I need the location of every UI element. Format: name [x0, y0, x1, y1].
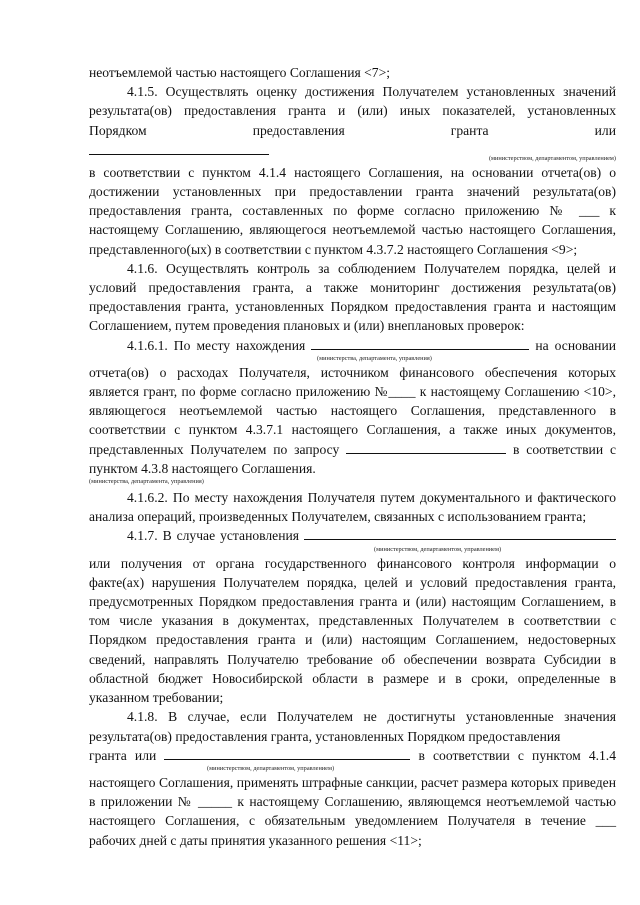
blank-line-4-1-7	[304, 526, 616, 540]
blank-line-4-1-5	[89, 140, 269, 155]
blank-line-4-1-6-1	[311, 336, 529, 350]
paragraph-4-1-6-1-start: 4.1.6.1. По месту нахождения	[127, 337, 306, 353]
paragraph-4-1-4-tail: неотъемлемой частью настоящего Соглашения <7>;	[89, 65, 391, 80]
paragraph-4-1-8-line-end: в соответствии с пунктом 4.1.4	[418, 747, 617, 763]
paragraph-4-1-8: 4.1.8. В случае, если Получателем не достигнуты установленные значения результата(ов) предоставления гранта, установленных Порядком предоставления	[89, 709, 616, 744]
paragraph-4-1-7-cont: или получения от органа государственного финансового контроля информации о факте(ах) нарушения Получателем порядка, целей и условий предоставления гранта, предусмотренных Порядком предоставления гранта и (или) настоящим Соглашением, в том числе указания в документах, представленных Получателем в соответствии с Порядком предоставления гранта и (или) настоящим Соглашением, недостоверных сведений, направлять Получателю требование об обеспечении возврата Субсидии в областной бюджет Новосибирской области в размере и в сроки, определенные в указанном требовании;	[89, 555, 616, 706]
caption-4-1-6-1: (министерства, департамента, управления)	[317, 354, 432, 362]
paragraph-4-1-7-start: 4.1.7. В случае установления	[127, 528, 300, 544]
paragraph-4-1-6: 4.1.6. Осуществлять контроль за соблюдением Получателем порядка, целей и условий предоставления гранта, а также мониторинг достижения результата(ов) предоставления гранта, установленных Порядком предоставления гранта и настоящим Соглашением, путем проведения плановых и (или) внеплановых проверок:	[89, 260, 616, 334]
paragraph-4-1-8-cont: настоящего Соглашения, применять штрафные санкции, расчет размера которых приведен в приложении № _____ к настоящему Соглашению, являющемся неотъемлемой частью настоящего Соглашения, с обязательным уведомлением Получателя в течение ___ рабочих дней с даты принятия указанного решения <11>;	[89, 774, 616, 848]
blank-line-4-1-8	[164, 746, 410, 760]
paragraph-4-1-6-1-line	[89, 336, 616, 355]
paragraph-4-1-8-line-start: гранта или	[89, 747, 157, 763]
paragraph-4-1-6-2: 4.1.6.2. По месту нахождения Получателя путем документального и фактического анализа операций, произведенных Получателем, связанных с использованием гранта;	[89, 490, 616, 525]
paragraph-4-1-6-1-cont	[89, 363, 616, 478]
paragraph-4-1-7-line	[89, 526, 616, 545]
paragraph-4-1-6-1-body: отчета(ов) о расходах Получателя, источником финансового обеспечения которых является грант, по форме согласно приложению №____ к настоящему Соглашению <10>, являющегося неотъемлемой частью настоящего Соглашения, представленного в соответствии с пунктом 4.3.7.1 настоящего Соглашения, а также иных документов, представленных Получателем по запросу	[89, 364, 616, 457]
paragraph-4-1-5: 4.1.5. Осуществлять оценку достижения Получателем установленных значений результата(ов) предоставления гранта и (или) иных показателей, установленных Порядком предоставления гранта или	[89, 84, 616, 138]
paragraph-4-1-6-1-tail: в соответствии с пунктом 4.3.8 настоящего Соглашения.	[89, 441, 616, 476]
caption-4-1-5: (министерством, департаментом, управлением)	[488, 154, 616, 162]
caption-4-1-8: (министерством, департаментом, управлением)	[207, 764, 335, 772]
caption-4-1-7: (министерством, департаментом, управлением)	[374, 545, 502, 553]
paragraph-4-1-5-cont: в соответствии с пунктом 4.1.4 настоящего Соглашения, на основании отчета(ов) о достижении установленных при предоставлении гранта значений результата(ов) предоставления гранта, составленных по форме согласно приложению № ___ к настоящему Соглашению, являющегося неотъемлемой частью настоящего Соглашения, представленного(ых) в соответствии с пунктом 4.3.7.2 настоящего Соглашения <9>;	[89, 164, 616, 257]
paragraph-4-1-6-1-end: на основании	[535, 337, 616, 353]
blank-line-4-1-6-1-request	[346, 440, 506, 454]
caption-4-1-6-1-request: (министерства, департамента, управления)	[89, 478, 204, 486]
paragraph-4-1-8-line	[89, 746, 616, 765]
